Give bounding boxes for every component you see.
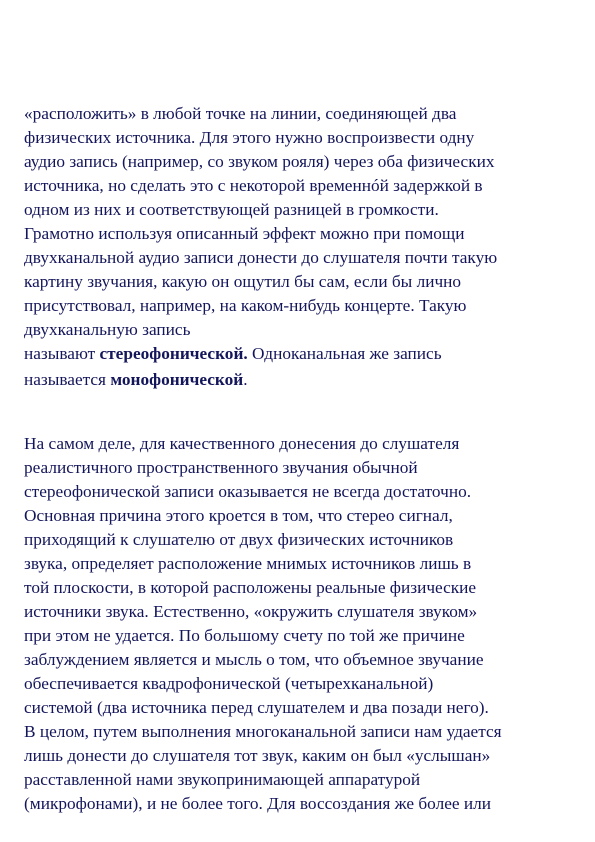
text-line: источника, но сделать это с некоторой временнóй задержкой в [24,176,483,195]
text-line: заблуждением является и мысль о том, что объемное звучание [24,650,484,669]
text-line: звука, определяет расположение мнимых источников лишь в [24,554,472,573]
term-stereophonic: стереофонической. [99,344,248,363]
text-line: системой (два источника перед слушателем и два позади него). [24,698,489,717]
text-line [24,370,248,390]
text-segment: называется [24,370,111,389]
text-line: Грамотно используя описанный эффект можно при помощи [24,224,465,243]
text-line: физических источника. Для этого нужно воспроизвести одну [24,128,475,147]
text-line: источники звука. Естественно, «окружить слушателя звуком» [24,602,478,621]
text-line: при этом не удается. По большому счету по той же причине [24,626,465,645]
text-line: На самом деле, для качественного донесения до слушателя [24,434,460,453]
text-line: присутствовал, например, на каком-нибудь концерте. Такую [24,296,467,315]
text-line: стереофонической записи оказывается не всегда достаточно. [24,482,472,501]
text-line: одном из них и соответствующей разницей в громкости. [24,200,439,219]
text-segment: называют [24,344,100,363]
text-line: реалистичного пространственного звучания обычной [24,458,418,477]
text-line: Основная причина этого кроется в том, что стерео сигнал, [24,506,453,525]
text-line: «расположить» в любой точке на линии, соединяющей два [24,104,457,123]
text-segment: Одноканальная же запись [247,344,442,363]
term-monophonic: монофонической [110,370,244,389]
text-line: обеспечивается квадрофонической (четырехканальной) [24,674,434,693]
text-line: лишь донести до слушателя тот звук, каким он был «услышан» [24,746,491,765]
text-line: аудио запись (например, со звуком рояля) через оба физических [24,152,495,171]
text-line: двухканальной аудио записи донести до слушателя почти такую [24,248,498,267]
text-line: приходящий к слушателю от двух физических источников [24,530,454,549]
text-line: расставленной нами звукопринимающей аппаратурой [24,770,421,789]
text-line: двухканальную запись [24,320,191,339]
text-line: той плоскости, в которой расположены реальные физические [24,578,477,597]
text-line: картину звучания, какую он ощутил бы сам, если бы лично [24,272,462,291]
text-line [24,344,442,364]
text-segment: . [243,370,248,389]
text-line: (микрофонами), и не более того. Для воссоздания же более или [24,794,491,813]
text-line: В целом, путем выполнения многоканальной записи нам удается [24,722,502,741]
